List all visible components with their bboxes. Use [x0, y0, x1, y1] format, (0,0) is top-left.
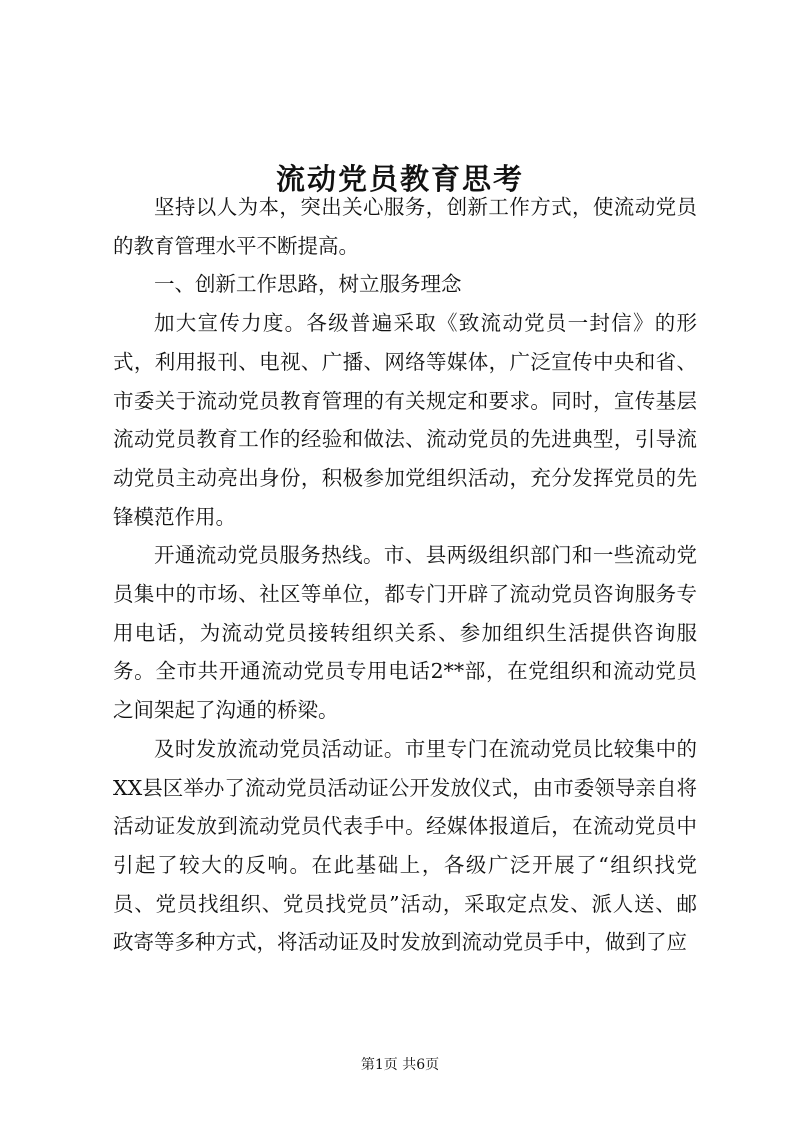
document-title: 流动党员教育思考 [275, 162, 524, 197]
page-footer: 第1页 共6页 [360, 1057, 440, 1073]
section-heading-1: 一、创新工作思路，树立服务理念 [154, 272, 462, 297]
paragraph-activity-certificate: 及时发放流动党员活动证。市里专门在流动党员比较集中的XX县区举办了流动党员活动证公开发放仪式，由市委领导亲自将活动证发放到流动党员代表手中。经媒体报道后，在流动党员中引起了较大的反响。在此基础上，各级广泛开展了“组织找党员、党员找组织、党员找党员”活动，采取定点发、派人送、邮政寄等多种方式，将活动证及时发放到流动党员手中，做到了应 [113, 736, 697, 955]
paragraph-intro: 坚持以人为本，突出关心服务，创新工作方式，使流动党员的教育管理水平不断提高。 [113, 195, 697, 258]
paragraph-publicity: 加大宣传力度。各级普遍采取《致流动党员一封信》的形式，利用报刊、电视、广播、网络等媒体，广泛宣传中央和省、市委关于流动党员教育管理的有关规定和要求。同时，宣传基层流动党员教育工作的经验和做法、流动党员的先进典型，引导流动党员主动亮出身份，积极参加党组织活动，充分发挥党员的先锋模范作用。 [113, 311, 697, 529]
document-body [113, 188, 697, 962]
paragraph-hotline: 开通流动党员服务热线。市、县两级组织部门和一些流动党员集中的市场、社区等单位，都专门开辟了流动党员咨询服务专用电话，为流动党员接转组织关系、参加组织生活提供咨询服务。全市共开通流动党员专用电话2**部，在党组织和流动党员之间架起了沟通的桥梁。 [113, 543, 697, 723]
